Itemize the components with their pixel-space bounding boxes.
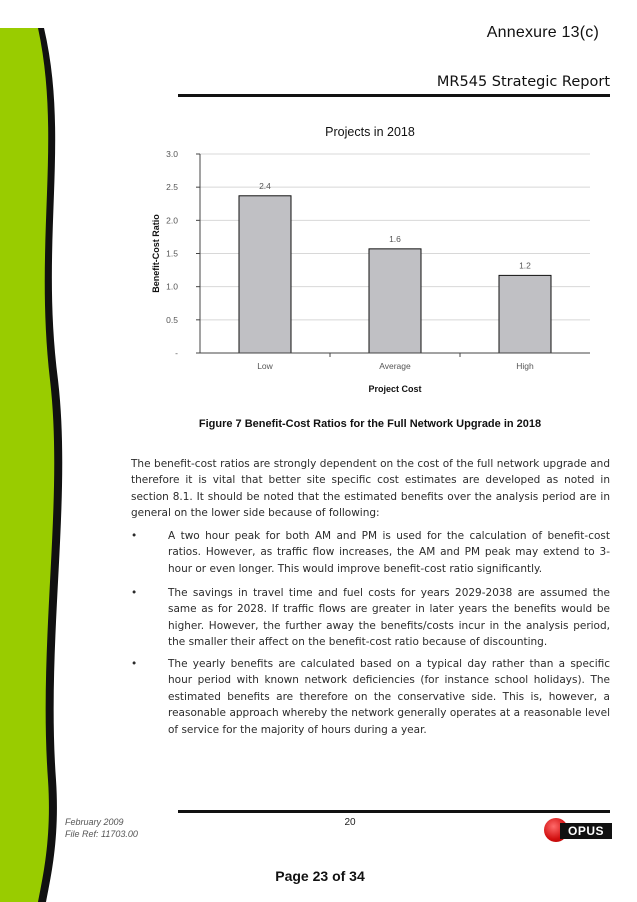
intro-paragraph: The benefit-cost ratios are strongly dependent on the cost of the full network upgrade and therefore it is vital that better site specific cost estimates are developed as noted in section 8.1. It should be noted that the estimated benefits over the analysis period are in general on the lower side because of following: bbox=[131, 458, 610, 520]
footer-file-ref: File Ref: 11703.00 bbox=[65, 829, 138, 839]
data-label: 1.2 bbox=[519, 260, 531, 271]
y-axis-label: Benefit-Cost Ratio bbox=[151, 214, 161, 293]
report-title: MR545 Strategic Report bbox=[436, 74, 610, 90]
bullet-text: A two hour peak for both AM and PM is used for the calculation of benefit-cost ratios. However, as traffic flow increases, the AM and PM peak may extend to 3-hour or even longer. This would improve benefit-cost ratio significantly. bbox=[168, 530, 610, 575]
data-label: 2.4 bbox=[259, 180, 271, 191]
side-green-band bbox=[0, 28, 54, 902]
bar-average bbox=[369, 249, 421, 353]
x-tick-label: Low bbox=[257, 361, 273, 371]
y-tick-label: 1.5 bbox=[166, 248, 178, 259]
footer-divider bbox=[178, 810, 610, 813]
bullet-text: The yearly benefits are calculated based on a typical day rather than a specific hour period with known network deficiencies (for instance school holidays). The estimated benefits are therefore on the conservative side. This is, however, a reasonable approach whereby the network generally operates at a reasonable level of service for the majority of hours during a year. bbox=[168, 658, 610, 736]
header-divider bbox=[178, 94, 610, 97]
opus-logo bbox=[544, 817, 612, 843]
chart-x-tick-labels bbox=[257, 353, 534, 371]
bullet-text: The savings in travel time and fuel costs for years 2029-2038 are assumed the same as for 2028. If traffic flows are greater in later years the benefits would be higher. However, the further away the benefits/costs incur in the analysis period, the smaller their affect on the benefit-cost ratio because of discounting. bbox=[168, 587, 610, 649]
annexure-label: Annexure 13(c) bbox=[486, 24, 599, 41]
data-label: 1.6 bbox=[389, 233, 401, 244]
bar-chart bbox=[140, 140, 610, 400]
x-axis-label: Project Cost bbox=[368, 384, 422, 394]
side-decoration bbox=[0, 0, 80, 902]
chart-title: Projects in 2018 bbox=[325, 125, 415, 139]
bar-low bbox=[239, 196, 291, 353]
bullet-marker: • bbox=[131, 587, 138, 599]
x-tick-label: Average bbox=[379, 361, 411, 371]
bullet-marker: • bbox=[131, 530, 138, 542]
y-tick-label: 0.5 bbox=[166, 314, 178, 325]
y-tick-label: 1.0 bbox=[166, 281, 178, 292]
x-tick-label: High bbox=[516, 361, 534, 371]
bullet-marker: • bbox=[131, 658, 138, 670]
bar-high bbox=[499, 275, 551, 353]
chart-bars bbox=[239, 196, 551, 353]
logo-text: OPUS bbox=[560, 823, 612, 839]
y-tick-label: 3.0 bbox=[166, 149, 178, 159]
footer-page-number: 20 bbox=[344, 817, 356, 828]
y-tick-label: 2.0 bbox=[166, 215, 178, 226]
page-counter: Page 23 of 34 bbox=[275, 868, 365, 884]
y-tick-label: 2.5 bbox=[166, 182, 178, 193]
y-tick-label: - bbox=[175, 348, 178, 358]
footer-date: February 2009 bbox=[65, 817, 124, 827]
chart-y-tick-labels bbox=[166, 149, 178, 358]
figure-caption: Figure 7 Benefit-Cost Ratios for the Full Network Upgrade in 2018 bbox=[198, 418, 542, 430]
